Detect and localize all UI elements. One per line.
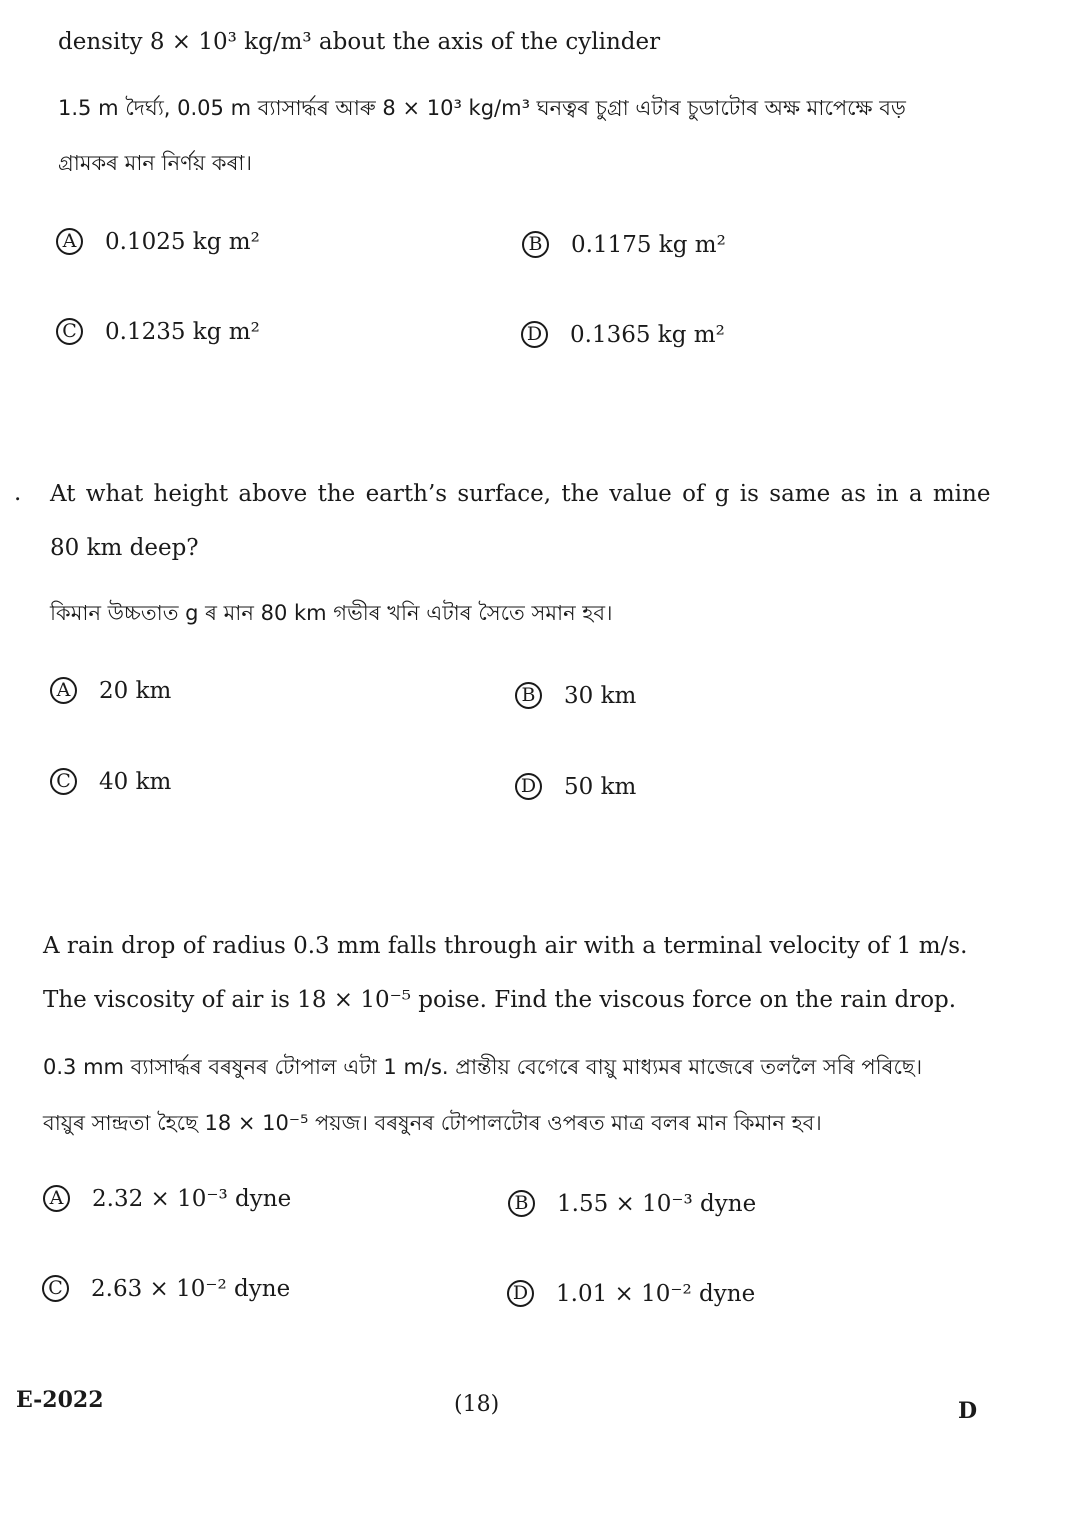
q1-assamese-line-1: 1.5 m দৈৰ্ঘ্য, 0.05 m ব্যাসাৰ্দ্ধৰ আৰু 8 × 10³ kg/m³ ঘনত্বৰ চুগ্ৰা এটাৰ চুডাটোৰ অক্ষ মাপেক্ষে বড় bbox=[58, 96, 906, 120]
option-letter-circle: D bbox=[521, 321, 548, 348]
option-letter-circle: B bbox=[508, 1190, 535, 1217]
option-text: 50 km bbox=[564, 773, 637, 800]
option-text: 40 km bbox=[99, 768, 172, 795]
option-letter-circle: D bbox=[507, 1280, 534, 1307]
q2-english-line-2: 80 km deep? bbox=[50, 535, 199, 561]
option-letter-circle: B bbox=[515, 682, 542, 709]
footer-set-letter: D bbox=[958, 1398, 978, 1424]
q2-option-c[interactable] bbox=[50, 768, 171, 795]
option-letter-circle: C bbox=[42, 1275, 69, 1302]
q1-option-d[interactable] bbox=[521, 321, 725, 348]
option-text: 0.1235 kg m² bbox=[105, 318, 260, 345]
q1-option-c[interactable] bbox=[56, 318, 260, 345]
option-text: 1.55 × 10⁻³ dyne bbox=[557, 1190, 757, 1217]
q2-option-b[interactable] bbox=[515, 682, 636, 709]
q3-option-d[interactable] bbox=[507, 1280, 755, 1307]
option-letter-circle: A bbox=[43, 1185, 70, 1212]
q3-option-c[interactable] bbox=[42, 1275, 290, 1302]
q3-assamese-line-1: 0.3 mm ব্যাসাৰ্দ্ধৰ বৰষুনৰ টোপাল এটা 1 m/s. প্ৰান্তীয় বেগেৰে বায়ু মাধ্যমৰ মাজেৰে তললৈ সৰি পৰিছে। bbox=[43, 1055, 923, 1079]
q3-option-b[interactable] bbox=[508, 1190, 756, 1217]
q2-assamese-line: কিমান উচ্চতাত g ৰ মান 80 km গভীৰ খনি এটাৰ সৈতে সমান হব। bbox=[50, 601, 613, 625]
q1-english-line: density 8 × 10³ kg/m³ about the axis of the cylinder bbox=[58, 29, 661, 55]
q1-option-a[interactable] bbox=[56, 228, 260, 255]
q3-english-line-2: The viscosity of air is 18 × 10⁻⁵ poise. Find the viscous force on the rain drop. bbox=[43, 987, 957, 1013]
option-text: 2.32 × 10⁻³ dyne bbox=[92, 1185, 292, 1212]
option-letter-circle: C bbox=[56, 318, 83, 345]
option-text: 30 km bbox=[564, 682, 637, 709]
q1-assamese-line-2: গ্ৰামকৰ মান নিৰ্ণয় কৰা। bbox=[58, 151, 253, 175]
option-letter-circle: D bbox=[515, 773, 542, 800]
option-text: 0.1025 kg m² bbox=[105, 228, 260, 255]
footer-exam-code: E-2022 bbox=[16, 1387, 104, 1413]
option-text: 2.63 × 10⁻² dyne bbox=[91, 1275, 291, 1302]
q3-assamese-line-2: বায়ুৰ সান্দ্ৰতা হৈছে 18 × 10⁻⁵ পয়জ। বৰষুনৰ টোপালটোৰ ওপৰত মাত্ৰ বলৰ মান কিমান হব। bbox=[43, 1111, 822, 1135]
footer-page-number: (18) bbox=[454, 1392, 500, 1417]
option-text: 0.1175 kg m² bbox=[571, 231, 726, 258]
option-letter-circle: C bbox=[50, 768, 77, 795]
option-letter-circle: A bbox=[50, 677, 77, 704]
option-letter-circle: B bbox=[522, 231, 549, 258]
q3-option-a[interactable] bbox=[43, 1185, 291, 1212]
option-text: 20 km bbox=[99, 677, 172, 704]
q2-english-line-1: At what height above the earth’s surface, the value of g is same as in a mine bbox=[50, 481, 991, 507]
q2-option-d[interactable] bbox=[515, 773, 636, 800]
q2-number-marker: . bbox=[14, 480, 22, 506]
q1-option-b[interactable] bbox=[522, 231, 726, 258]
q3-english-line-1: A rain drop of radius 0.3 mm falls through air with a terminal velocity of 1 m/s. bbox=[43, 933, 968, 959]
option-text: 0.1365 kg m² bbox=[570, 321, 725, 348]
option-letter-circle: A bbox=[56, 228, 83, 255]
option-text: 1.01 × 10⁻² dyne bbox=[556, 1280, 756, 1307]
q2-option-a[interactable] bbox=[50, 677, 171, 704]
